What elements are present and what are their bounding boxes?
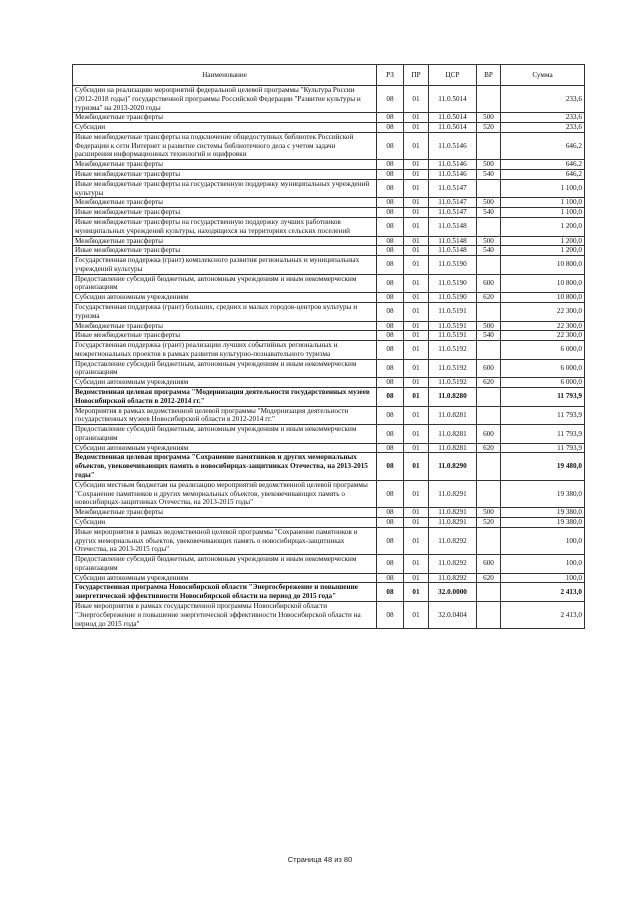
cell-csr: 11.0.5147 [429,208,477,218]
cell-sum: 10 800,0 [501,256,585,275]
cell-name: Субсидии автономным учреждениям [73,293,377,303]
table-header-row [73,65,585,86]
cell-csr: 11.0.5146 [429,160,477,170]
cell-name: Иные межбюджетные трансферты на подключение общедоступных библиотек Российской Федерации к сети Интернет и развитие системы библиотечного дела с учетом задачи расширения информационных технологий и оцифровки [73,132,377,159]
table-row [73,160,585,170]
cell-vr: 500 [477,113,501,123]
table-row [73,274,585,293]
cell-name: Субсидии автономным учреждениям [73,378,377,388]
cell-name: Предоставление субсидий бюджетным, автономным учреждениям и иным некоммерческим организациям [73,359,377,378]
cell-vr: 500 [477,236,501,246]
cell-name: Иные межбюджетные трансферты [73,331,377,341]
cell-name: Межбюджетные трансферты [73,508,377,518]
cell-rz: 08 [377,406,404,425]
cell-csr: 11.0.5146 [429,170,477,180]
cell-rz: 08 [377,274,404,293]
cell-sum: 10 800,0 [501,274,585,293]
cell-rz: 08 [377,217,404,236]
cell-rz: 08 [377,378,404,388]
cell-csr: 11.0.5192 [429,378,477,388]
table-row [73,453,585,480]
cell-csr: 11.0.5147 [429,198,477,208]
cell-rz: 08 [377,425,404,444]
cell-pr: 01 [404,453,429,480]
cell-pr: 01 [404,331,429,341]
cell-pr: 01 [404,170,429,180]
cell-sum: 11 793,9 [501,425,585,444]
cell-sum: 1 100,0 [501,208,585,218]
cell-sum: 10 800,0 [501,293,585,303]
cell-sum: 233,6 [501,86,585,113]
cell-rz: 08 [377,555,404,574]
cell-vr [477,217,501,236]
cell-name: Иные межбюджетные трансферты [73,246,377,256]
cell-name: Государственная поддержка (грант) больших, средних и малых городов-центров культуры и туризма [73,302,377,321]
cell-rz: 08 [377,359,404,378]
table-row [73,113,585,123]
cell-name: Государственная поддержка (грант) комплексного развития региональных и муниципальных учреждений культуры [73,256,377,275]
cell-pr: 01 [404,480,429,507]
cell-vr: 520 [477,517,501,527]
cell-name: Межбюджетные трансферты [73,113,377,123]
cell-sum: 11 793,9 [501,406,585,425]
cell-name: Межбюджетные трансферты [73,321,377,331]
cell-csr: 11.0.5014 [429,113,477,123]
cell-csr: 11.0.5014 [429,86,477,113]
cell-vr [477,406,501,425]
cell-sum: 11 793,9 [501,388,585,407]
cell-name: Предоставление субсидий бюджетным, автономным учреждениям и иным некоммерческим организациям [73,555,377,574]
table-row [73,527,585,554]
document-page [72,64,584,629]
table-row [73,480,585,507]
cell-pr: 01 [404,246,429,256]
cell-csr: 11.0.8291 [429,480,477,507]
cell-sum: 11 793,9 [501,443,585,453]
cell-rz: 08 [377,302,404,321]
col-header-rz: РЗ [377,65,404,86]
cell-pr: 01 [404,302,429,321]
cell-sum: 646,2 [501,160,585,170]
cell-rz: 08 [377,236,404,246]
cell-csr: 11.0.5192 [429,341,477,360]
cell-vr: 620 [477,573,501,583]
cell-csr: 11.0.8291 [429,508,477,518]
cell-vr: 500 [477,198,501,208]
cell-csr: 11.0.5190 [429,293,477,303]
cell-pr: 01 [404,406,429,425]
table-row [73,86,585,113]
cell-rz: 08 [377,321,404,331]
cell-sum: 646,2 [501,132,585,159]
cell-name: Иные мероприятия в рамках ведомственной целевой программы "Сохранение памятников и других мемориальных объектов, увековечивающих память о новосибирцах-защитниках Отечества, на 2013-2015 годы" [73,527,377,554]
table-row [73,573,585,583]
cell-rz: 08 [377,113,404,123]
cell-vr: 500 [477,160,501,170]
cell-pr: 01 [404,388,429,407]
cell-csr: 11.0.5148 [429,236,477,246]
cell-sum: 19 480,0 [501,453,585,480]
cell-sum: 19 380,0 [501,480,585,507]
cell-name: Субсидии [73,517,377,527]
cell-name: Субсидии автономным учреждениям [73,573,377,583]
cell-csr: 11.0.5014 [429,123,477,133]
cell-pr: 01 [404,113,429,123]
cell-pr: 01 [404,508,429,518]
cell-csr: 32.0.0000 [429,583,477,602]
cell-vr [477,527,501,554]
table-row [73,583,585,602]
cell-csr: 11.0.8292 [429,527,477,554]
cell-sum: 100,0 [501,555,585,574]
cell-rz: 08 [377,246,404,256]
cell-rz: 08 [377,123,404,133]
cell-vr [477,583,501,602]
cell-name: Иные межбюджетные трансферты на государственную поддержку лучших работников муниципальных учреждений культуры, находящихся на территориях сельских поселений [73,217,377,236]
cell-pr: 01 [404,573,429,583]
cell-sum: 22 300,0 [501,321,585,331]
table-row [73,388,585,407]
cell-csr: 11.0.5148 [429,246,477,256]
cell-name: Межбюджетные трансферты [73,236,377,246]
cell-csr: 11.0.5190 [429,274,477,293]
cell-rz: 08 [377,256,404,275]
cell-sum: 1 100,0 [501,179,585,198]
cell-rz: 08 [377,601,404,628]
cell-sum: 6 000,0 [501,359,585,378]
table-row [73,123,585,133]
cell-sum: 100,0 [501,527,585,554]
cell-pr: 01 [404,179,429,198]
cell-name: Субсидии автономным учреждениям [73,443,377,453]
cell-vr [477,388,501,407]
cell-rz: 08 [377,160,404,170]
table-row [73,217,585,236]
table-row [73,359,585,378]
cell-pr: 01 [404,274,429,293]
cell-pr: 01 [404,198,429,208]
cell-vr: 500 [477,321,501,331]
cell-sum: 6 000,0 [501,378,585,388]
cell-name: Субсидии [73,123,377,133]
cell-vr [477,341,501,360]
cell-vr: 500 [477,508,501,518]
table-row [73,508,585,518]
table-row [73,601,585,628]
cell-vr: 620 [477,293,501,303]
cell-rz: 08 [377,198,404,208]
cell-pr: 01 [404,132,429,159]
cell-rz: 08 [377,517,404,527]
table-row [73,170,585,180]
cell-sum: 1 100,0 [501,198,585,208]
cell-vr [477,302,501,321]
cell-pr: 01 [404,517,429,527]
col-header-csr: ЦСР [429,65,477,86]
cell-pr: 01 [404,256,429,275]
cell-name: Ведомственная целевая программа "Модернизация деятельности государственных музеев Новосибирской области в 2012-2014 гг." [73,388,377,407]
cell-vr: 520 [477,123,501,133]
cell-rz: 08 [377,583,404,602]
cell-rz: 08 [377,527,404,554]
cell-vr [477,86,501,113]
cell-csr: 11.0.8292 [429,555,477,574]
cell-csr: 11.0.5147 [429,179,477,198]
cell-rz: 08 [377,132,404,159]
cell-pr: 01 [404,293,429,303]
table-row [73,293,585,303]
budget-table [72,64,585,629]
col-header-sum: Сумма [501,65,585,86]
cell-sum: 1 200,0 [501,217,585,236]
cell-pr: 01 [404,321,429,331]
cell-csr: 11.0.8280 [429,388,477,407]
col-header-vr: ВР [477,65,501,86]
cell-rz: 08 [377,453,404,480]
cell-name: Государственная поддержка (грант) реализации лучших событийных региональных и межрегиональных проектов в рамках развития культурно-познавательного туризма [73,341,377,360]
cell-name: Субсидии на реализацию мероприятий федеральной целевой программы "Культура России (2012-2018 годы)" государственной программы Российской Федерации "Развитие культуры и туризма" на 2013-2020 годы [73,86,377,113]
table-row [73,443,585,453]
cell-pr: 01 [404,123,429,133]
cell-rz: 08 [377,208,404,218]
cell-vr: 600 [477,425,501,444]
cell-name: Мероприятия в рамках ведомственной целевой программы "Модернизация деятельности государственных музеев Новосибирской области в 2012-2014 гг." [73,406,377,425]
cell-sum: 22 300,0 [501,331,585,341]
cell-vr [477,601,501,628]
cell-rz: 08 [377,293,404,303]
cell-vr [477,256,501,275]
table-row [73,517,585,527]
cell-rz: 08 [377,341,404,360]
cell-pr: 01 [404,86,429,113]
cell-vr: 600 [477,555,501,574]
cell-csr: 11.0.5192 [429,359,477,378]
cell-pr: 01 [404,425,429,444]
cell-csr: 11.0.8281 [429,406,477,425]
cell-pr: 01 [404,583,429,602]
cell-sum: 19 380,0 [501,517,585,527]
cell-name: Межбюджетные трансферты [73,198,377,208]
cell-name: Государственная программа Новосибирской области "Энергосбережение и повышение энергетической эффективности Новосибирской области на период до 2015 года" [73,583,377,602]
cell-csr: 11.0.5148 [429,217,477,236]
cell-name: Предоставление субсидий бюджетным, автономным учреждениям и иным некоммерческим организациям [73,274,377,293]
cell-rz: 08 [377,170,404,180]
cell-pr: 01 [404,359,429,378]
cell-vr: 600 [477,359,501,378]
table-row [73,425,585,444]
cell-vr: 600 [477,274,501,293]
cell-sum: 1 200,0 [501,246,585,256]
cell-name: Межбюджетные трансферты [73,160,377,170]
table-row [73,555,585,574]
cell-rz: 08 [377,508,404,518]
cell-vr: 540 [477,246,501,256]
cell-csr: 11.0.8290 [429,453,477,480]
cell-pr: 01 [404,378,429,388]
cell-pr: 01 [404,160,429,170]
table-row [73,256,585,275]
table-row [73,378,585,388]
table-row [73,302,585,321]
cell-rz: 08 [377,179,404,198]
cell-vr: 620 [477,443,501,453]
cell-sum: 100,0 [501,573,585,583]
page-number: Страница 48 из 80 [287,855,353,864]
cell-csr: 11.0.8281 [429,443,477,453]
cell-name: Иные межбюджетные трансферты [73,208,377,218]
cell-csr: 11.0.5146 [429,132,477,159]
table-row [73,406,585,425]
cell-csr: 11.0.5191 [429,302,477,321]
cell-rz: 08 [377,388,404,407]
table-row [73,341,585,360]
cell-pr: 01 [404,601,429,628]
cell-csr: 11.0.5191 [429,331,477,341]
col-header-name: Наименование [73,65,377,86]
table-row [73,132,585,159]
cell-name: Иные межбюджетные трансферты [73,170,377,180]
col-header-pr: ПР [404,65,429,86]
cell-name: Иные мероприятия в рамках государственной программы Новосибирской области "Энергосбережение и повышение энергетической эффективности Новосибирской области на период до 2015 года" [73,601,377,628]
cell-csr: 11.0.8292 [429,573,477,583]
table-row [73,321,585,331]
cell-csr: 11.0.5191 [429,321,477,331]
table-row [73,236,585,246]
cell-sum: 6 000,0 [501,341,585,360]
cell-vr [477,179,501,198]
cell-sum: 22 300,0 [501,302,585,321]
cell-pr: 01 [404,341,429,360]
cell-sum: 646,2 [501,170,585,180]
cell-pr: 01 [404,208,429,218]
cell-vr: 540 [477,170,501,180]
cell-rz: 08 [377,331,404,341]
cell-pr: 01 [404,217,429,236]
cell-pr: 01 [404,555,429,574]
cell-name: Субсидии местным бюджетам на реализацию мероприятий ведомственной целевой программы "Сохранение памятников и других мемориальных объектов, увековечивающих память о новосибирцах-защитниках Отечества, на 2013-2015 годы" [73,480,377,507]
cell-pr: 01 [404,443,429,453]
table-row [73,198,585,208]
cell-csr: 11.0.5190 [429,256,477,275]
cell-vr: 620 [477,378,501,388]
cell-pr: 01 [404,527,429,554]
cell-sum: 233,6 [501,113,585,123]
cell-sum: 233,6 [501,123,585,133]
cell-sum: 19 380,0 [501,508,585,518]
cell-rz: 08 [377,86,404,113]
cell-vr [477,132,501,159]
cell-vr: 540 [477,208,501,218]
cell-vr: 540 [477,331,501,341]
cell-csr: 11.0.8291 [429,517,477,527]
cell-sum: 2 413,0 [501,583,585,602]
cell-csr: 32.0.0404 [429,601,477,628]
cell-name: Предоставление субсидий бюджетным, автономным учреждениям и иным некоммерческим организациям [73,425,377,444]
cell-vr [477,453,501,480]
cell-rz: 08 [377,443,404,453]
cell-rz: 08 [377,573,404,583]
table-row [73,331,585,341]
cell-pr: 01 [404,236,429,246]
table-row [73,179,585,198]
cell-csr: 11.0.8281 [429,425,477,444]
table-row [73,208,585,218]
cell-name: Иные межбюджетные трансферты на государственную поддержку муниципальных учреждений культуры [73,179,377,198]
table-row [73,246,585,256]
cell-sum: 1 200,0 [501,236,585,246]
cell-vr [477,480,501,507]
cell-name: Ведомственная целевая программа "Сохранение памятников и других мемориальных объектов, увековечивающих память о новосибирцах-защитниках Отечества, на 2013-2015 годы" [73,453,377,480]
cell-rz: 08 [377,480,404,507]
cell-sum: 2 413,0 [501,601,585,628]
table-body [73,86,585,629]
